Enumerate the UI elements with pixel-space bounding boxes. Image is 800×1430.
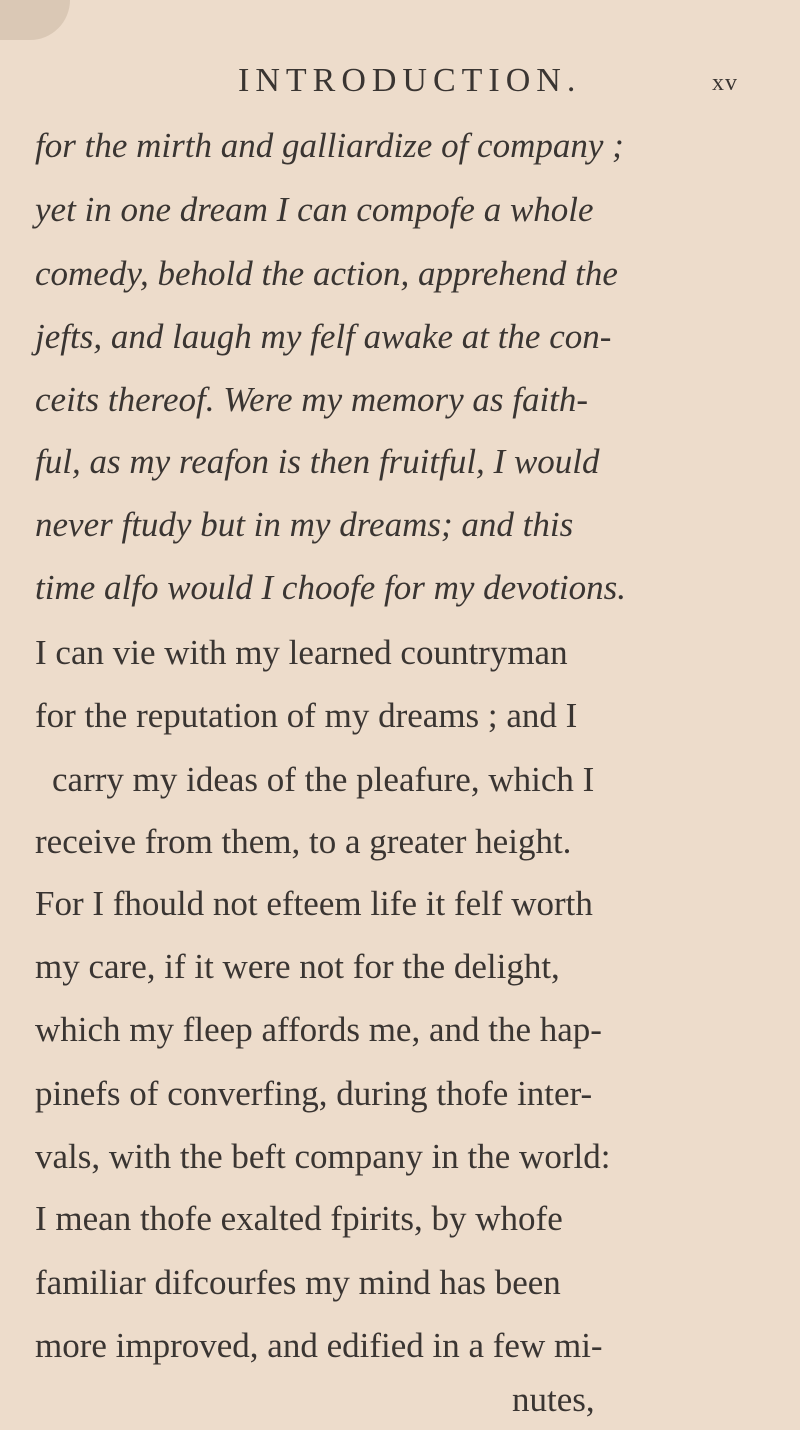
text-line-11: carry my ideas of the pleafure, which I xyxy=(52,760,595,799)
text-line-9: I can vie with my learned countryman xyxy=(35,633,568,672)
running-head: INTRODUCTION. xyxy=(238,62,582,99)
text-line-3: comedy, behold the action, apprehend the xyxy=(35,254,618,293)
text-line-17: vals, with the beft company in the world: xyxy=(35,1137,611,1176)
page-header xyxy=(0,62,800,112)
text-line-12: receive from them, to a greater height. xyxy=(35,822,572,861)
text-line-14: my care, if it were not for the delight, xyxy=(35,947,560,986)
text-line-5: ceits thereof. Were my memory as faith- xyxy=(35,380,589,419)
text-line-7: never ftudy but in my dreams; and this xyxy=(35,505,574,544)
text-line-2: yet in one dream I can compofe a whole xyxy=(35,190,594,229)
text-line-8: time alfo would I choofe for my devotions. xyxy=(35,568,627,607)
catchword: nutes, xyxy=(512,1380,595,1419)
text-line-15: which my fleep affords me, and the hap- xyxy=(35,1010,602,1049)
text-line-13: For I fhould not efteem life it felf worth xyxy=(35,884,593,923)
text-line-19: familiar difcourfes my mind has been xyxy=(35,1263,561,1302)
text-line-4: jefts, and laugh my felf awake at the con- xyxy=(35,317,612,356)
text-line-16: pinefs of converfing, during thofe inter- xyxy=(35,1074,593,1113)
corner-stain xyxy=(0,0,70,40)
text-line-1: for the mirth and galliardize of company ; xyxy=(35,126,624,165)
text-line-6: ful, as my reafon is then fruitful, I would xyxy=(35,442,600,481)
page-number: xv xyxy=(712,70,738,96)
text-line-10: for the reputation of my dreams ; and I xyxy=(35,696,578,735)
text-line-18: I mean thofe exalted fpirits, by whofe xyxy=(35,1199,563,1238)
text-line-20: more improved, and edified in a few mi- xyxy=(35,1326,603,1365)
